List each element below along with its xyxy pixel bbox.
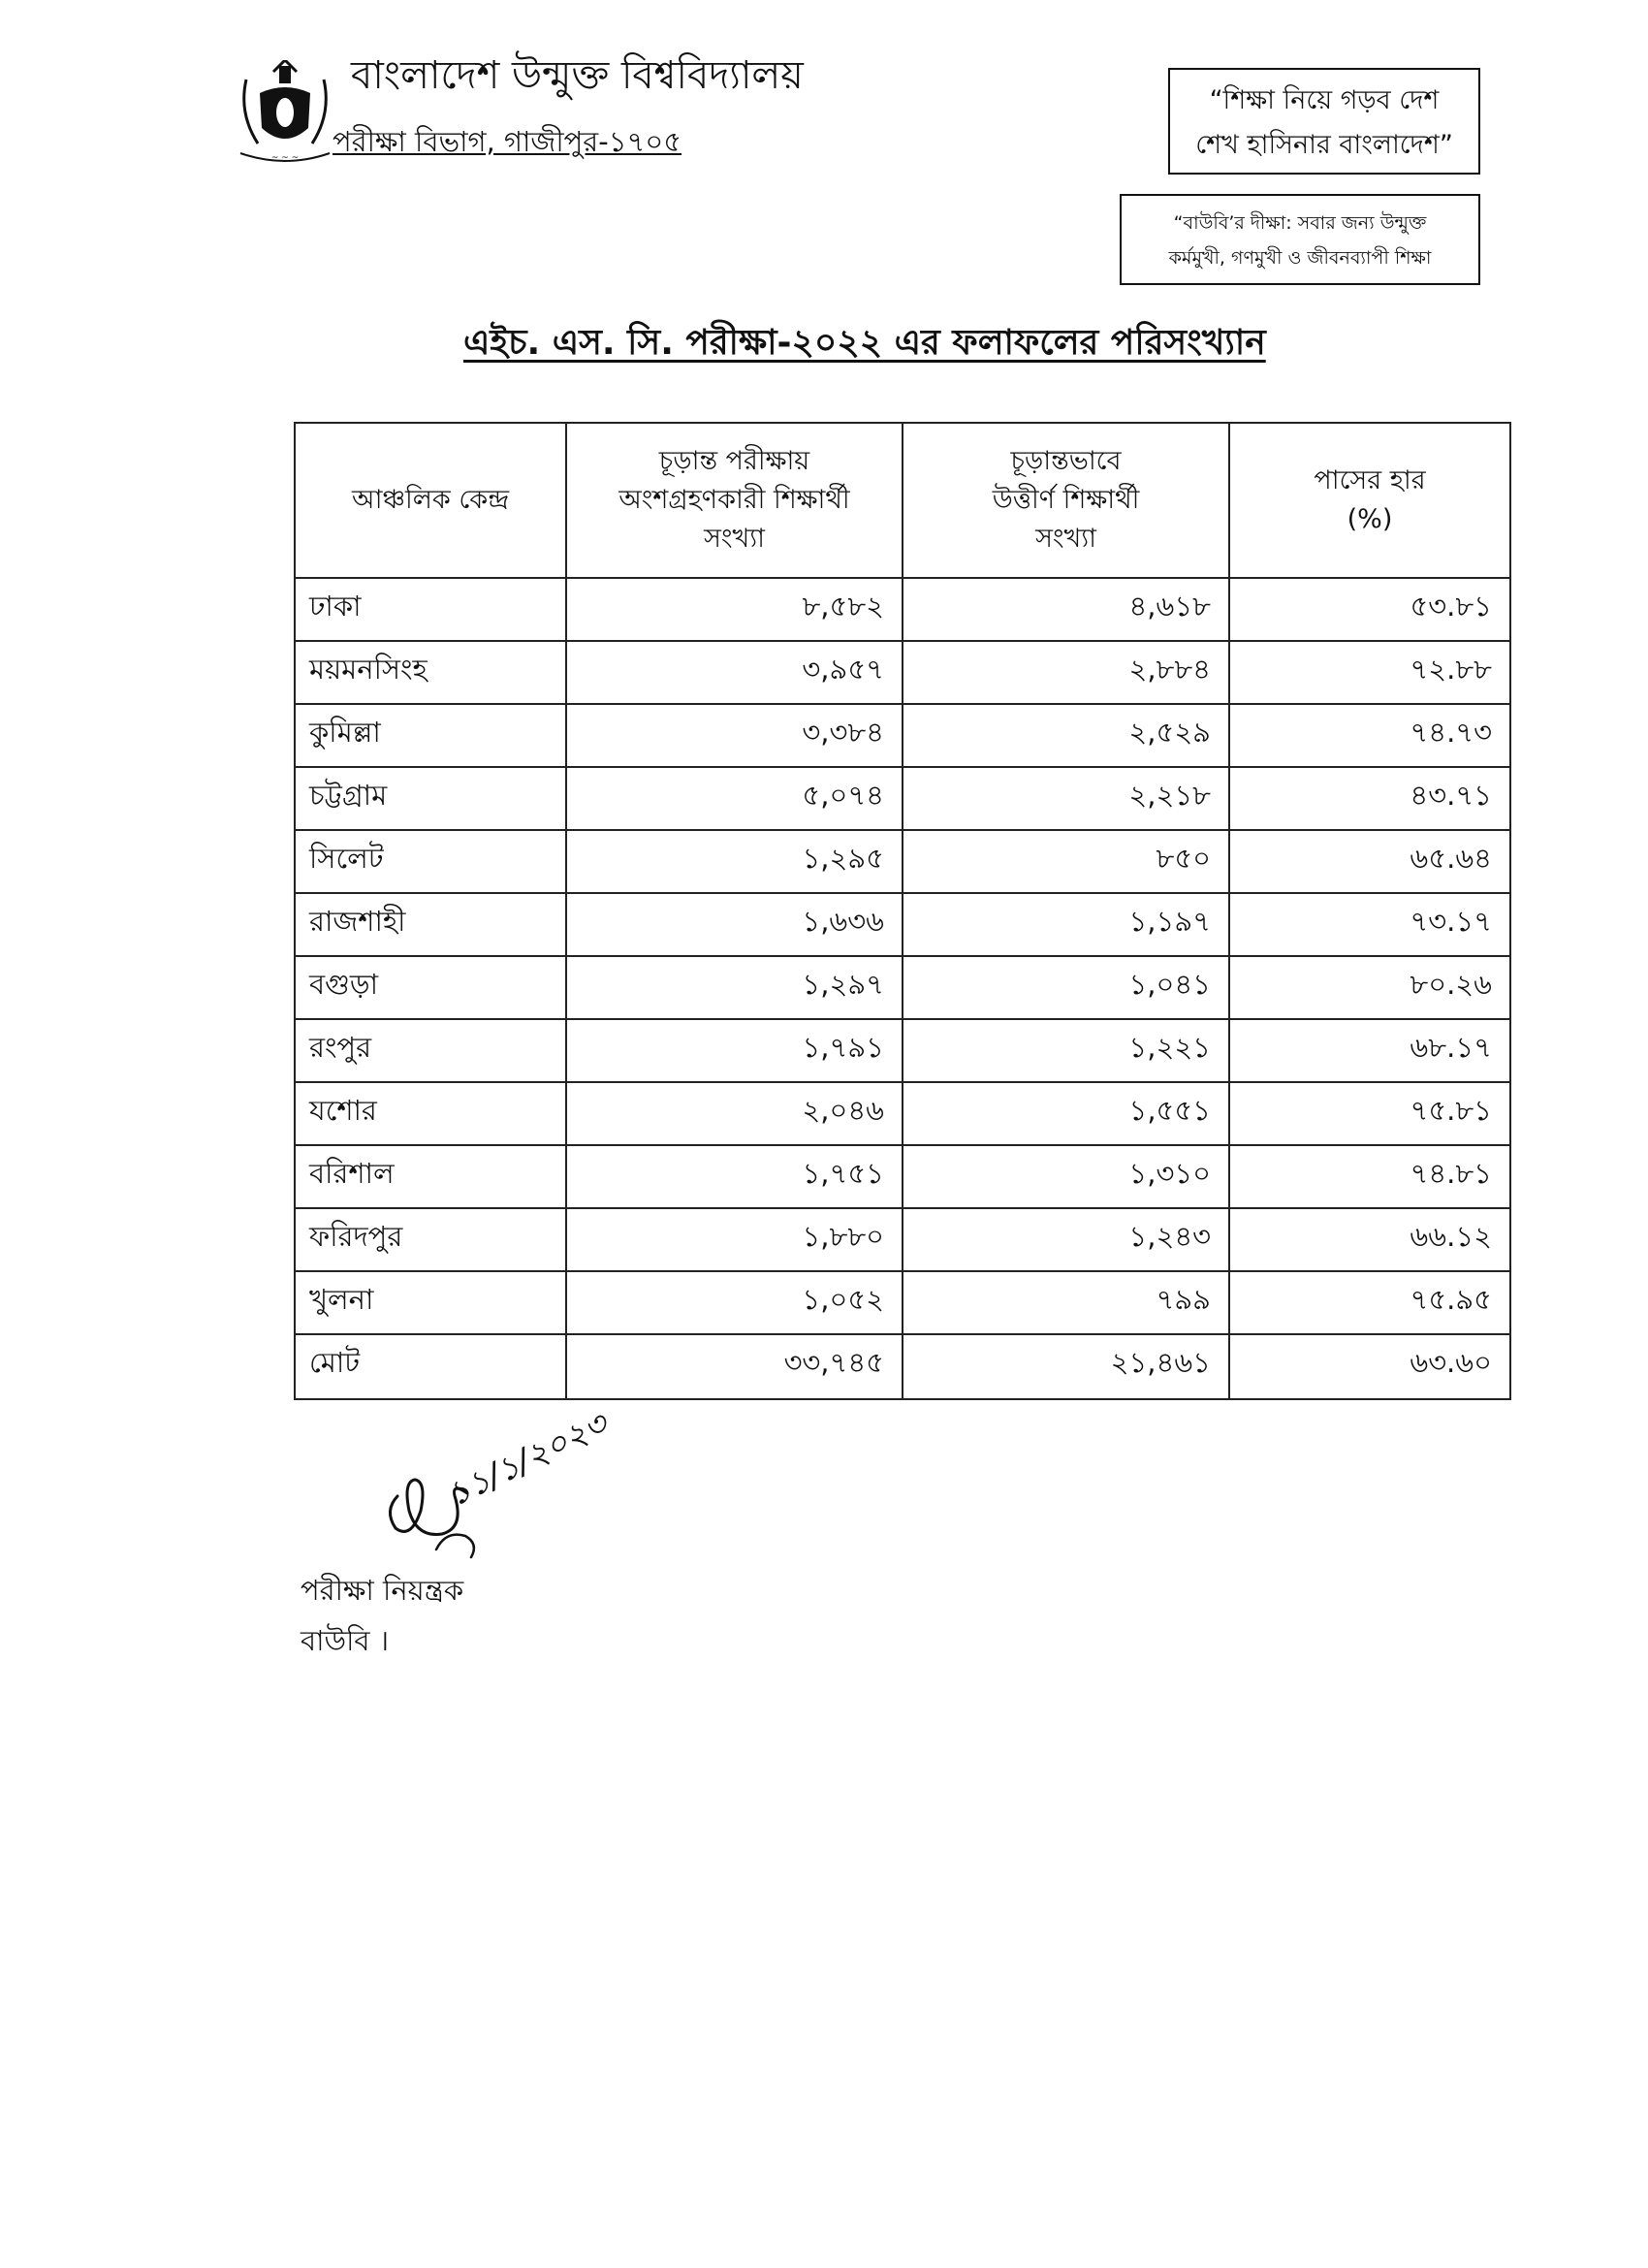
motto-line: “শিক্ষা নিয়ে গড়ব দেশ <box>1209 85 1440 115</box>
table-row <box>295 830 1510 893</box>
participants-cell: ৩৩,৭৪৫ <box>566 1334 903 1399</box>
header-participants: চূড়ান্ত পরীক্ষায় অংশগ্রহণকারী শিক্ষার্থী সংখ্যা <box>566 423 903 578</box>
university-name: বাংলাদেশ উন্মুক্ত বিশ্ববিদ্যালয় <box>351 53 804 98</box>
passed-cell: ১,৩১০ <box>903 1145 1229 1208</box>
motto-line: শেখ হাসিনার বাংলাদেশ” <box>1195 130 1453 160</box>
pass-rate-cell: ৪৩.৭১ <box>1229 767 1510 830</box>
passed-cell: ৪,৬১৮ <box>903 578 1229 641</box>
mission-line: “বাউবি’র দীক্ষা: সবার জন্য উন্মুক্ত <box>1173 212 1427 234</box>
table-row <box>295 1082 1510 1145</box>
table-row <box>295 641 1510 704</box>
signatory-organization: বাউবি । <box>301 1624 390 1657</box>
pass-rate-cell: ৭৩.১৭ <box>1229 893 1510 956</box>
passed-cell: ১,৫৫১ <box>903 1082 1229 1145</box>
region-cell: বগুড়া <box>295 956 566 1019</box>
university-logo <box>231 60 339 165</box>
university-emblem-icon <box>231 60 339 165</box>
region-cell: রাজশাহী <box>295 893 566 956</box>
passed-cell: ২,৫২৯ <box>903 704 1229 767</box>
table-row <box>295 893 1510 956</box>
table-header-row <box>295 423 1510 578</box>
participants-cell: ১,৭৯১ <box>566 1019 903 1082</box>
participants-cell: ১,৮৮০ <box>566 1208 903 1271</box>
region-cell: চট্টগ্রাম <box>295 767 566 830</box>
region-cell: বরিশাল <box>295 1145 566 1208</box>
region-cell: ময়মনসিংহ <box>295 641 566 704</box>
participants-cell: ১,৬৩৬ <box>566 893 903 956</box>
pass-rate-cell: ৬৫.৬৪ <box>1229 830 1510 893</box>
passed-cell: ২,৮৮৪ <box>903 641 1229 704</box>
participants-cell: ১,২৯৫ <box>566 830 903 893</box>
pass-rate-cell: ৭৪.৮১ <box>1229 1145 1510 1208</box>
pass-rate-cell: ৭২.৮৮ <box>1229 641 1510 704</box>
passed-cell: ৮৫০ <box>903 830 1229 893</box>
participants-cell: ৩,৩৮৪ <box>566 704 903 767</box>
pass-rate-cell: ৭৪.৭৩ <box>1229 704 1510 767</box>
region-cell: যশোর <box>295 1082 566 1145</box>
participants-cell: ৫,০৭৪ <box>566 767 903 830</box>
signatory-title: পরীক্ষা নিয়ন্ত্রক <box>301 1574 464 1607</box>
pass-rate-cell: ৮০.২৬ <box>1229 956 1510 1019</box>
document-title: এইচ. এস. সি. পরীক্ষা-২০২২ এর ফলাফলের পরিসংখ্যান <box>463 323 1266 363</box>
mission-box <box>1120 194 1480 285</box>
passed-cell: ১,১৯৭ <box>903 893 1229 956</box>
region-cell: ফরিদপুর <box>295 1208 566 1271</box>
table-row <box>295 704 1510 767</box>
participants-cell: ১,৭৫১ <box>566 1145 903 1208</box>
pass-rate-cell: ৬৩.৬০ <box>1229 1334 1510 1399</box>
passed-cell: ১,২৪৩ <box>903 1208 1229 1271</box>
svg-text:~ ~ ~: ~ ~ ~ <box>270 153 300 163</box>
table-total-row <box>295 1334 1510 1399</box>
passed-cell: ২১,৪৬১ <box>903 1334 1229 1399</box>
region-cell: রংপুর <box>295 1019 566 1082</box>
signature-date: ১১/১/২০২৩ <box>441 1404 614 1516</box>
region-cell: কুমিল্লা <box>295 704 566 767</box>
region-cell: খুলনা <box>295 1271 566 1334</box>
table-row <box>295 578 1510 641</box>
pass-rate-cell: ৭৫.৮১ <box>1229 1082 1510 1145</box>
participants-cell: ১,০৫২ <box>566 1271 903 1334</box>
passed-cell: ২,২১৮ <box>903 767 1229 830</box>
participants-cell: ১,২৯৭ <box>566 956 903 1019</box>
passed-cell: ১,০৪১ <box>903 956 1229 1019</box>
pass-rate-cell: ৭৫.৯৫ <box>1229 1271 1510 1334</box>
participants-cell: ২,০৪৬ <box>566 1082 903 1145</box>
table-row <box>295 956 1510 1019</box>
results-table <box>294 422 1511 1400</box>
table-row <box>295 767 1510 830</box>
header-region: আঞ্চলিক কেন্দ্র <box>295 423 566 578</box>
pass-rate-cell: ৬৬.১২ <box>1229 1208 1510 1271</box>
motto-box <box>1168 68 1480 175</box>
header-passed: চূড়ান্তভাবে উত্তীর্ণ শিক্ষার্থী সংখ্যা <box>903 423 1229 578</box>
pass-rate-cell: ৫৩.৮১ <box>1229 578 1510 641</box>
region-cell: সিলেট <box>295 830 566 893</box>
mission-line: কর্মমুখী, গণমুখী ও জীবনব্যাপী শিক্ষা <box>1168 247 1432 269</box>
table-row <box>295 1208 1510 1271</box>
table-row <box>295 1019 1510 1082</box>
pass-rate-cell: ৬৮.১৭ <box>1229 1019 1510 1082</box>
table-row <box>295 1145 1510 1208</box>
participants-cell: ৩,৯৫৭ <box>566 641 903 704</box>
header-pass-rate: পাসের হার (%) <box>1229 423 1510 578</box>
participants-cell: ৮,৫৮২ <box>566 578 903 641</box>
exam-department: পরীক্ষা বিভাগ, গাজীপুর-১৭০৫ <box>333 125 682 158</box>
table-row <box>295 1271 1510 1334</box>
passed-cell: ১,২২১ <box>903 1019 1229 1082</box>
region-cell: মোট <box>295 1334 566 1399</box>
passed-cell: ৭৯৯ <box>903 1271 1229 1334</box>
region-cell: ঢাকা <box>295 578 566 641</box>
